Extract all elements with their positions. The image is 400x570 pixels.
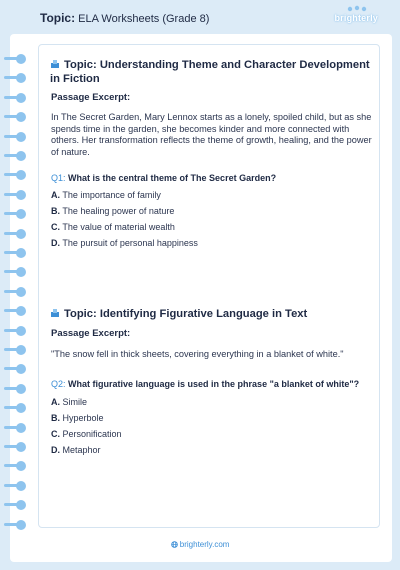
binding-ring — [4, 403, 28, 412]
brand-logo: brighterly — [334, 13, 378, 23]
binding-ring — [4, 112, 28, 121]
section-2-passage: "The snow fell in thick sheets, covering everything in a blanket of white." — [51, 349, 344, 359]
header-topic — [40, 11, 209, 25]
option-text: Personification — [62, 429, 122, 439]
option-text: Hyperbole — [62, 413, 104, 423]
option-letter: B. — [51, 206, 60, 216]
logo-icon — [346, 5, 370, 13]
question-2-number: Q2: — [51, 379, 66, 389]
binding-ring — [4, 481, 28, 490]
binding-ring — [4, 248, 28, 257]
footer — [0, 540, 400, 549]
section-1-title — [50, 58, 370, 86]
binding-ring — [4, 190, 28, 199]
question-2 — [51, 379, 359, 389]
binding-ring — [4, 267, 28, 276]
footer-link[interactable]: brighterly.com — [179, 540, 230, 549]
binding-ring — [4, 73, 28, 82]
globe-icon — [171, 541, 178, 548]
option-text: The healing power of nature — [62, 206, 175, 216]
header-topic-label: Topic: — [40, 11, 76, 25]
option-letter: A. — [51, 397, 60, 407]
q2-option-b — [51, 413, 104, 423]
binding-ring — [4, 520, 28, 529]
option-letter: B. — [51, 413, 60, 423]
binding-ring — [4, 170, 28, 179]
option-letter: C. — [51, 429, 60, 439]
option-letter: D. — [51, 445, 60, 455]
binding-ring — [4, 345, 28, 354]
option-text: Metaphor — [62, 445, 101, 455]
binding-ring — [4, 132, 28, 141]
section-2-title-text: Topic: Identifying Figurative Language in Text — [64, 308, 308, 320]
section-1-passage-label: Passage Excerpt: — [51, 92, 131, 103]
binding-ring — [4, 461, 28, 470]
book-icon — [50, 308, 60, 318]
question-2-text: What figurative language is used in the phrase "a blanket of white"? — [68, 379, 360, 389]
section-1-title-text: Topic: Understanding Theme and Character Development in Fiction — [50, 59, 370, 85]
binding-ring — [4, 423, 28, 432]
binding-ring — [4, 229, 28, 238]
binding-ring — [4, 500, 28, 509]
option-letter: D. — [51, 238, 60, 248]
q2-option-d — [51, 445, 101, 455]
header-topic-value: ELA Worksheets (Grade 8) — [78, 13, 210, 25]
q1-option-c — [51, 222, 175, 232]
binding-ring — [4, 93, 28, 102]
binding-ring — [4, 384, 28, 393]
section-2-passage-label: Passage Excerpt: — [51, 328, 131, 339]
q1-option-d — [51, 238, 198, 248]
section-2-title — [50, 307, 370, 321]
option-letter: A. — [51, 190, 60, 200]
question-1 — [51, 173, 276, 183]
q2-option-c — [51, 429, 122, 439]
option-text: Simile — [62, 397, 88, 407]
q2-option-a — [51, 397, 87, 407]
option-text: The importance of family — [62, 190, 161, 200]
section-1-passage: In The Secret Garden, Mary Lennox starts as a lonely, spoiled child, but as she spends time in the garden, she becomes kinder and more connected with others. Her transformation reflects the theme of growth, healing, and the power of nature. — [51, 112, 372, 158]
binding-ring — [4, 209, 28, 218]
binding-ring — [4, 364, 28, 373]
binding-ring — [4, 151, 28, 160]
question-1-number: Q1: — [51, 173, 66, 183]
binding-ring — [4, 306, 28, 315]
option-text: The value of material wealth — [62, 222, 175, 232]
binding-ring — [4, 442, 28, 451]
q1-option-b — [51, 206, 174, 216]
option-letter: C. — [51, 222, 60, 232]
page-header — [0, 0, 400, 34]
option-text: The pursuit of personal happiness — [62, 238, 198, 248]
question-1-text: What is the central theme of The Secret Garden? — [68, 173, 277, 183]
binding-ring — [4, 326, 28, 335]
q1-option-a — [51, 190, 161, 200]
binding-ring — [4, 54, 28, 63]
book-icon — [50, 59, 60, 69]
binding-ring — [4, 287, 28, 296]
